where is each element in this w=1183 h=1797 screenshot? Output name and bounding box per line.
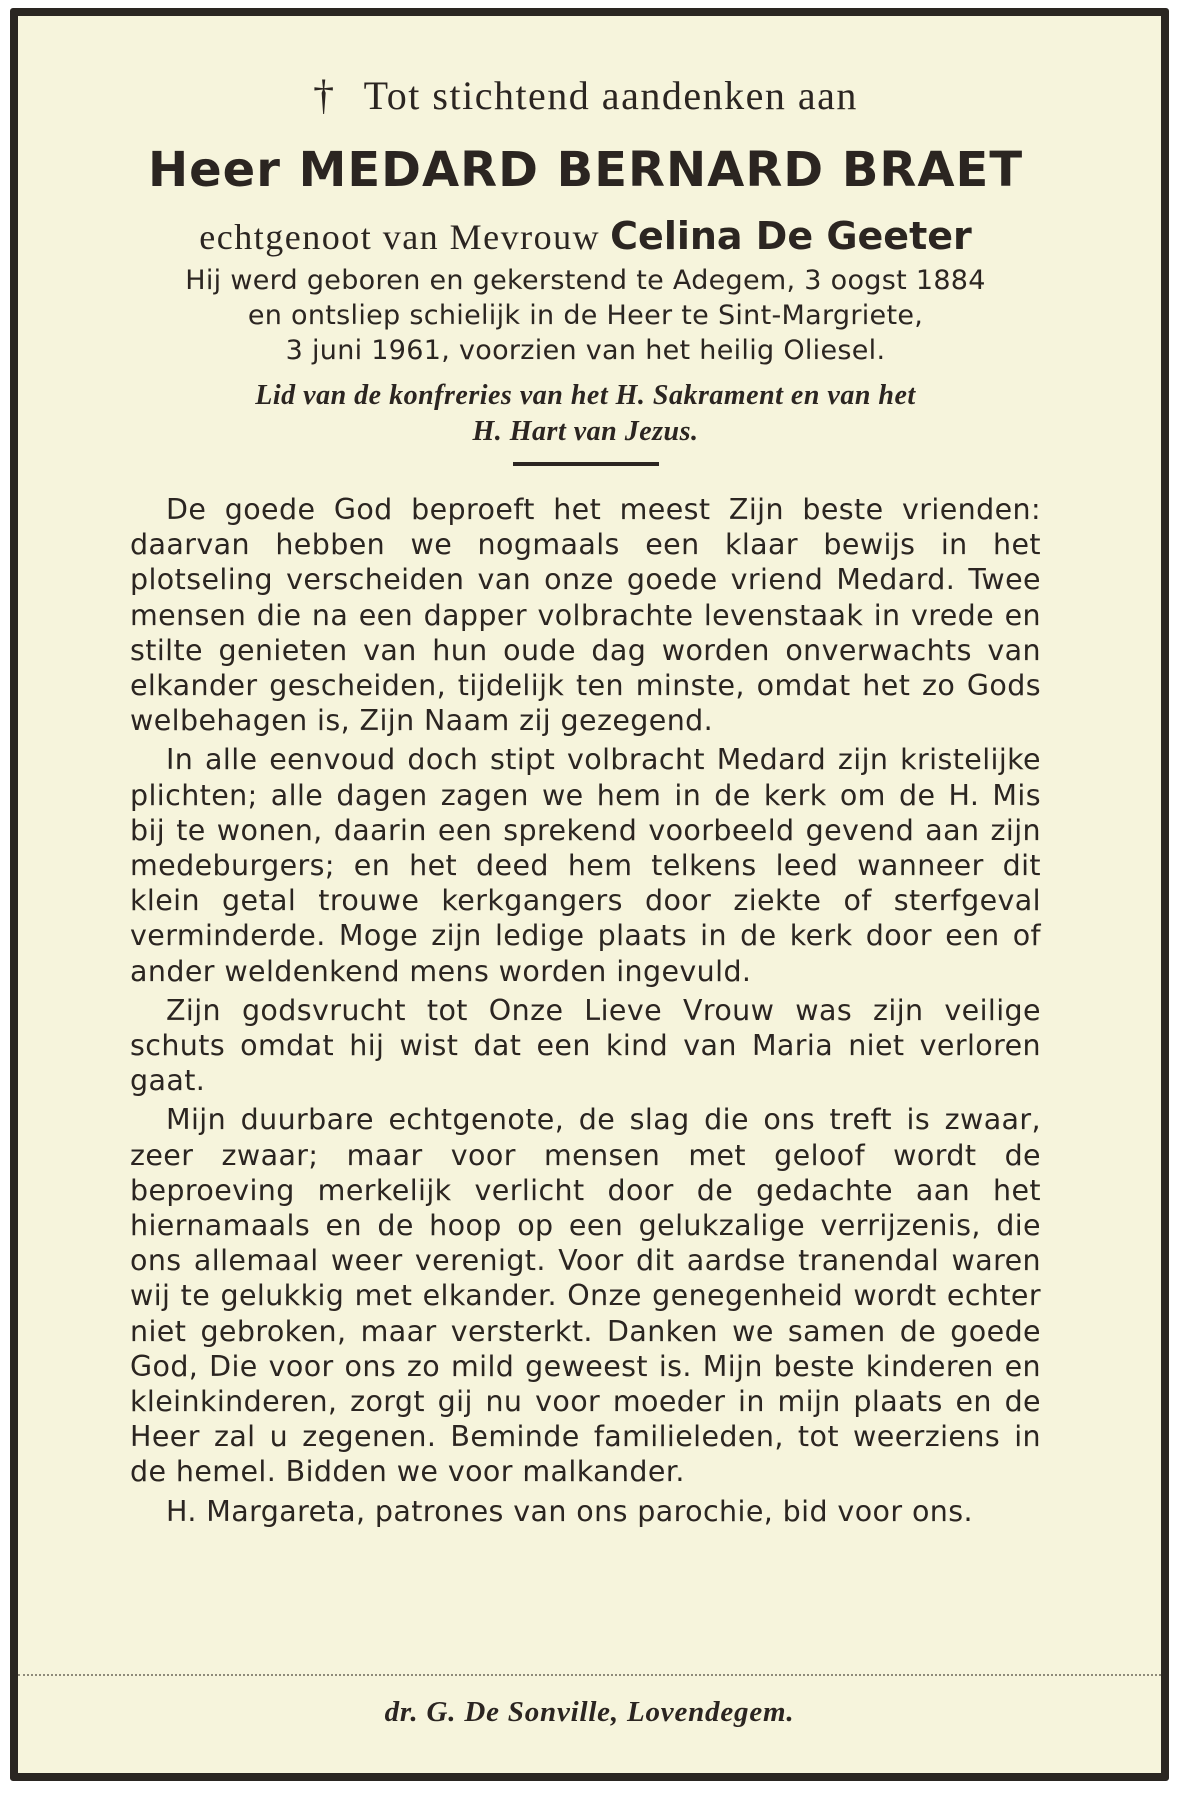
paragraph: Zijn godsvrucht tot Onze Lieve Vrouw was zijn veilige schuts omdat hij wist dat een kind van Maria niet verloren gaat. <box>130 993 1041 1098</box>
memorial-card <box>10 8 1169 1781</box>
printer-credit: dr. G. De Sonville, Lovendegem. <box>384 1696 795 1728</box>
birth-death-details <box>130 263 1041 368</box>
confraternity-line: Lid van de konfreries van het H. Sakrament en van het <box>255 380 916 411</box>
paragraph: In alle eenvoud doch stipt volbracht Medard zijn kristelijke plichten; alle dagen zagen we hem in de kerk om de H. Mis bij te wonen, daarin een sprekend voorbeeld gevend aan zijn medeburgers; en het deed hem telkens leed wanneer dit klein getal trouwe kerkgangers door ziekte of sterfgeval verminderde. Moge zijn ledige plaats in de kerk door een of ander weldenkend mens worden ingevuld. <box>130 743 1041 988</box>
spouse-prefix: echtgenoot van Mevrouw <box>199 217 601 257</box>
cross-icon: † <box>313 73 336 119</box>
printer-divider <box>18 1674 1161 1676</box>
birth-line: 3 juni 1961, voorzien van het heilig Oliesel. <box>285 335 886 366</box>
memorial-heading <box>130 72 1041 120</box>
memorial-text: Tot stichtend aandenken aan <box>363 73 858 118</box>
birth-line: en ontsliep schielijk in de Heer te Sint-Margriete, <box>247 300 924 331</box>
divider <box>513 462 659 466</box>
birth-line: Hij werd geboren en gekerstend te Adegem, 3 oogst 1884 <box>185 265 986 296</box>
memorial-text-body <box>130 492 1041 1529</box>
spouse-line <box>130 214 1041 259</box>
spouse-name: Celina De Geeter <box>610 214 972 258</box>
paragraph: H. Margareta, patrones van ons parochie, bid voor ons. <box>166 1494 973 1528</box>
confraternity-note <box>130 378 1041 450</box>
paragraph: Mijn duurbare echtgenote, de slag die ons treft is zwaar, zeer zwaar; maar voor mensen met geloof wordt de beproeving merkelijk verlicht door de gedachte aan het hiernamaals en de hoop op een gelukzalige verrijzenis, die ons allemaal weer verenigt. Voor dit aardse tranendal waren wij te gelukkig met elkander. Onze genegenheid wordt echter niet gebroken, maar versterkt. Danken we samen de goede God, Die voor ons zo mild geweest is. Mijn beste kinderen en kleinkinderen, zorgt gij nu voor moeder in mijn plaats en de Heer zal u zegenen. Beminde familieleden, tot weerziens in de hemel. Bidden we voor malkander. <box>130 1103 1041 1489</box>
paragraph: De goede God beproeft het meest Zijn beste vrienden: daarvan hebben we nogmaals een klaar bewijs in het plotseling verscheiden van onze goede vriend Medard. Twee mensen die na een dapper volbrachte levenstaak in vrede en stilte genieten van hun oude dag worden onverwachts van elkander gescheiden, tijdelijk ten minste, omdat het zo Gods welbehagen is, Zijn Naam zij gezegend. <box>130 493 1041 738</box>
deceased-name: Heer MEDARD BERNARD BRAET <box>147 142 1024 198</box>
card-content <box>130 66 1041 1529</box>
confraternity-line: H. Hart van Jezus. <box>472 416 699 447</box>
